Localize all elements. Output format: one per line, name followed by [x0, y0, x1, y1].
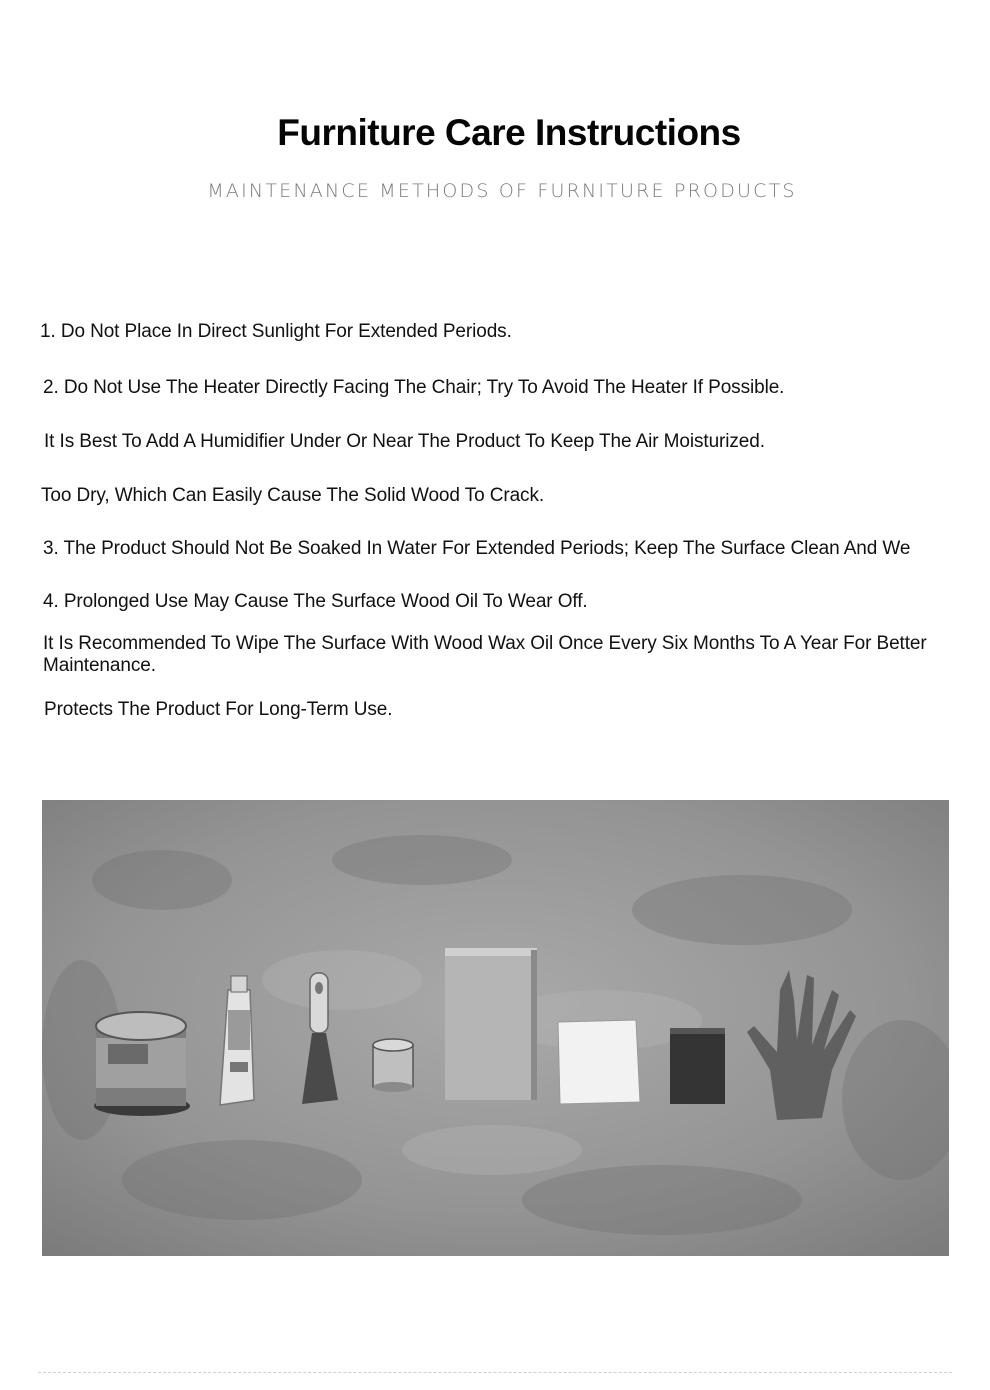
dark-sponge-icon	[670, 1028, 725, 1104]
instruction-line: 2. Do Not Use The Heater Directly Facing The Chair; Try To Avoid The Heater If Possible.	[43, 377, 785, 398]
page-title: Furniture Care Instructions	[277, 112, 741, 153]
instruction-line: 1. Do Not Place In Direct Sunlight For Extended Periods.	[40, 321, 512, 342]
instruction-line: Too Dry, Which Can Easily Cause The Solid Wood To Crack.	[41, 485, 545, 506]
polishing-cloth-icon	[558, 1020, 640, 1104]
instruction-line: Protects The Product For Long-Term Use.	[44, 699, 393, 720]
sanding-block-icon	[445, 948, 537, 1100]
instruction-line: 4. Prolonged Use May Cause The Surface Wood Oil To Wear Off.	[43, 591, 588, 612]
instruction-line: It Is Recommended To Wipe The Surface With Wood Wax Oil Once Every Six Months To A Year For Better Maintenance.	[43, 633, 927, 676]
section-divider	[38, 1372, 952, 1373]
small-metal-cup-icon	[373, 1039, 413, 1092]
page-subtitle: MAINTENANCE METHODS OF FURNITURE PRODUCTS	[207, 180, 797, 202]
wax-tin-icon	[94, 1012, 190, 1116]
instruction-line: It Is Best To Add A Humidifier Under Or Near The Product To Keep The Air Moisturized.	[44, 431, 765, 452]
product-kit-photo	[42, 800, 949, 1256]
instruction-line: 3. The Product Should Not Be Soaked In Water For Extended Periods; Keep The Surface Clean And We	[43, 538, 911, 559]
